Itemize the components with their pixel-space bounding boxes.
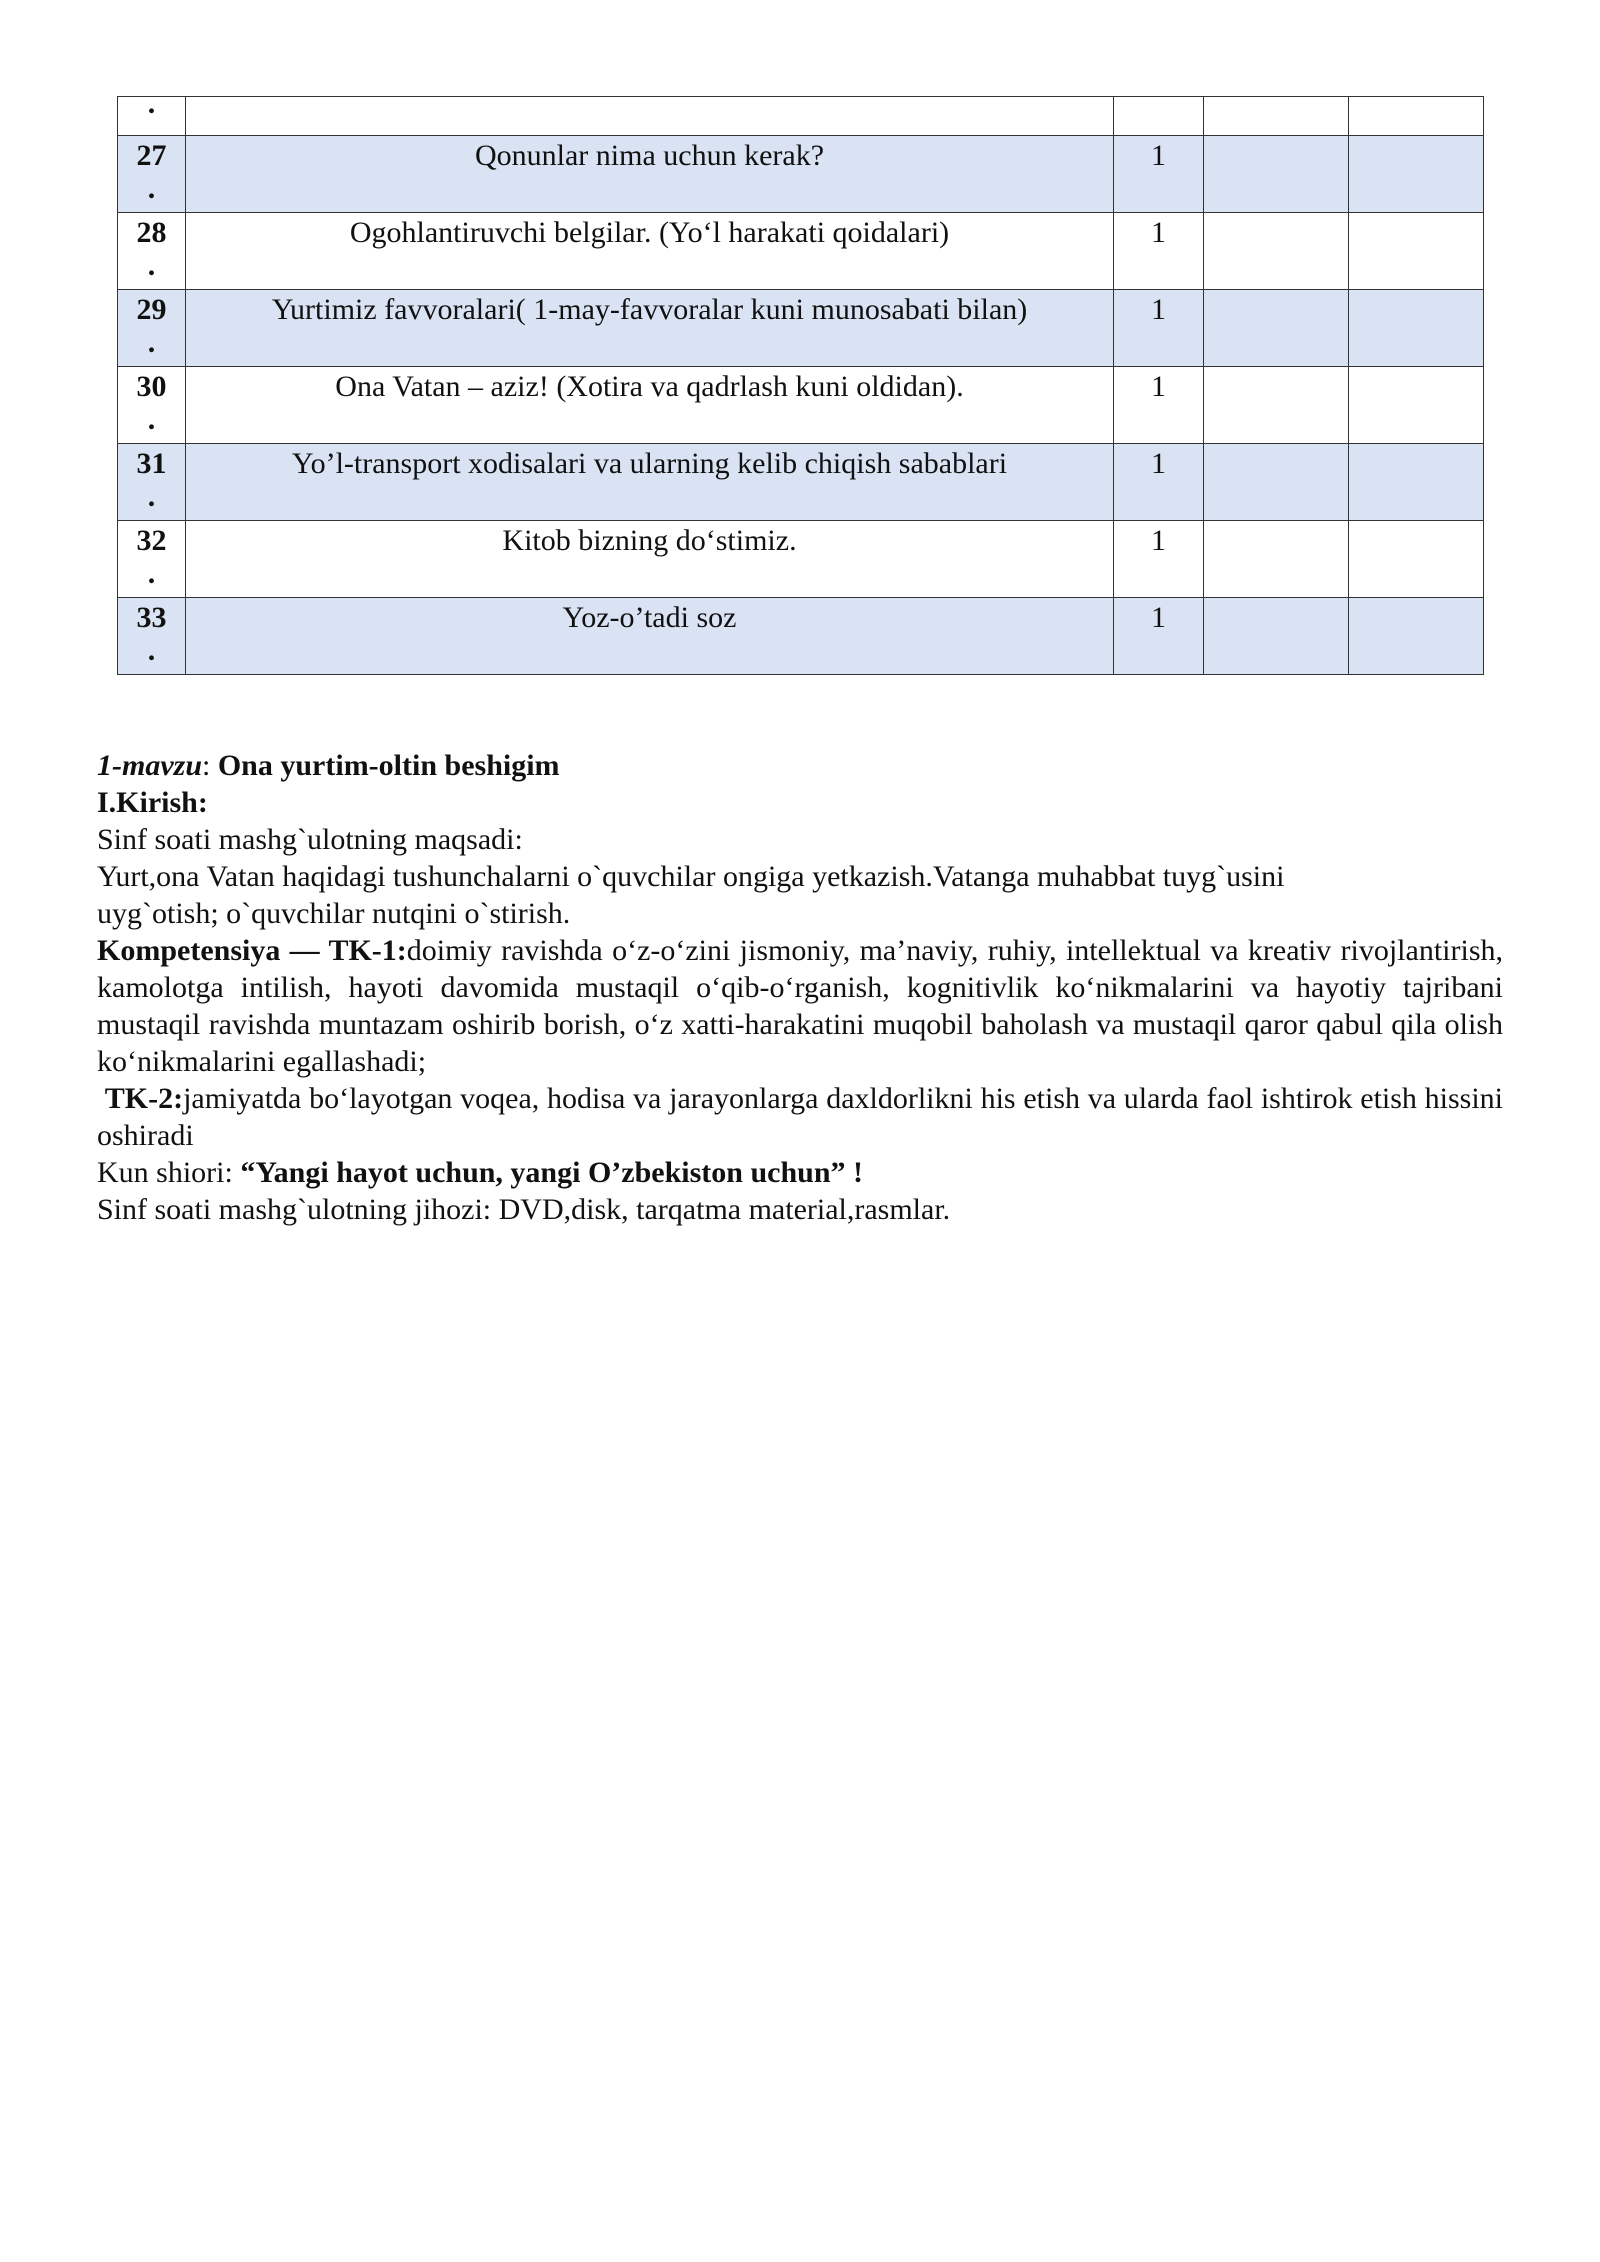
row-number-dot: . xyxy=(147,249,156,282)
hours-cell: 1 xyxy=(1114,444,1204,521)
hours-cell xyxy=(1114,97,1204,136)
row-number-cell xyxy=(118,521,186,598)
topic-cell: Ona Vatan – aziz! (Xotira va qadrlash kuni oldidan). xyxy=(186,367,1114,444)
row-number-cell xyxy=(118,598,186,675)
row-number: 32 xyxy=(136,524,167,557)
table-row xyxy=(118,444,1484,521)
topic-cell: Yurtimiz favvoralari( 1-may-favvoralar kuni munosabati bilan) xyxy=(186,290,1114,367)
row-number: 30 xyxy=(136,370,167,403)
date-cell xyxy=(1204,97,1349,136)
motto-line xyxy=(97,1154,1503,1191)
note-cell xyxy=(1349,521,1484,598)
topic-separator: : xyxy=(202,749,218,782)
date-cell xyxy=(1204,521,1349,598)
topic-label: 1-mavzu xyxy=(97,749,202,782)
date-cell xyxy=(1204,444,1349,521)
row-number: 33 xyxy=(136,601,167,634)
row-number-dot: . xyxy=(147,403,156,436)
row-number-cell xyxy=(118,290,186,367)
date-cell xyxy=(1204,213,1349,290)
note-cell xyxy=(1349,213,1484,290)
table-row xyxy=(118,290,1484,367)
competency-text: doimiy ravishda o‘z-o‘zini jismoniy, ma’naviy, ruhiy, intellektual va kreativ rivojlantirish, kamolotga intilish, hayoti davomida mustaqil o‘qib-o‘rganish, kognitivlik ko‘nikmalarini va hayotiy tajribani mustaqil ravishda muntazam oshirib borish, o‘z xatti-harakatini muqobil baholash va mustaqil qaror qabul qila olish ko‘nikmalarini egallashadi; xyxy=(97,934,1503,1078)
topic-cell: Yoz-o’tadi soz xyxy=(186,598,1114,675)
row-number-dot: . xyxy=(147,634,156,667)
intro-heading: I.Kirish: xyxy=(97,786,208,819)
tk2-label: TK-2: xyxy=(104,1082,184,1115)
topic-title: Ona yurtim-oltin beshigim xyxy=(217,749,560,782)
row-number-cell xyxy=(118,444,186,521)
hours-cell: 1 xyxy=(1114,598,1204,675)
row-number-dot: . xyxy=(147,87,156,120)
note-cell xyxy=(1349,97,1484,136)
note-cell xyxy=(1349,598,1484,675)
table-row-continued xyxy=(118,97,1484,136)
hours-cell: 1 xyxy=(1114,521,1204,598)
hours-cell: 1 xyxy=(1114,213,1204,290)
hours-cell: 1 xyxy=(1114,367,1204,444)
lesson-text xyxy=(97,747,1503,1228)
date-cell xyxy=(1204,290,1349,367)
topic-cell: Qonunlar nima uchun kerak? xyxy=(186,136,1114,213)
motto-label: Kun shiori: xyxy=(97,1156,241,1189)
tk2-paragraph xyxy=(97,1080,1503,1154)
hours-cell: 1 xyxy=(1114,136,1204,213)
row-number-dot: . xyxy=(147,557,156,590)
row-number: 29 xyxy=(136,293,167,326)
topic-cell: Ogohlantiruvchi belgilar. (Yo‘l harakati qoidalari) xyxy=(186,213,1114,290)
note-cell xyxy=(1349,367,1484,444)
topic-heading xyxy=(97,747,1503,784)
topic-cell xyxy=(186,97,1114,136)
row-number: 27 xyxy=(136,139,167,172)
table-row xyxy=(118,136,1484,213)
date-cell xyxy=(1204,367,1349,444)
topic-cell: Kitob bizning do‘stimiz. xyxy=(186,521,1114,598)
note-cell xyxy=(1349,444,1484,521)
row-number: 31 xyxy=(136,447,167,480)
topic-cell: Yo’l-transport xodisalari va ularning kelib chiqish sabablari xyxy=(186,444,1114,521)
date-cell xyxy=(1204,136,1349,213)
table-row xyxy=(118,598,1484,675)
motto-text: “Yangi hayot uchun, yangi O’zbekiston uchun” ! xyxy=(240,1156,864,1189)
table-row xyxy=(118,213,1484,290)
goal-line-2: uyg`otish; o`quvchilar nutqini o`stirish. xyxy=(97,897,571,930)
competency-paragraph xyxy=(97,932,1503,1080)
tk2-text: jamiyatda bo‘layotgan voqea, hodisa va jarayonlarga daxldorlikni his etish va ularda faol ishtirok etish hissini oshiradi xyxy=(97,1082,1504,1152)
row-number-cell xyxy=(118,136,186,213)
row-number-dot: . xyxy=(147,326,156,359)
note-cell xyxy=(1349,290,1484,367)
goal-label: Sinf soati mashg`ulotning maqsadi: xyxy=(97,823,523,856)
row-number-cell xyxy=(118,213,186,290)
date-cell xyxy=(1204,598,1349,675)
hours-cell: 1 xyxy=(1114,290,1204,367)
lesson-plan-table xyxy=(117,87,1484,675)
row-number: 28 xyxy=(136,216,167,249)
equipment-line: Sinf soati mashg`ulotning jihozi: DVD,disk, tarqatma material,rasmlar. xyxy=(97,1193,951,1226)
row-number-cell xyxy=(118,367,186,444)
table-row xyxy=(118,367,1484,444)
competency-label: Kompetensiya — TK-1: xyxy=(97,934,407,967)
row-number-dot: . xyxy=(147,172,156,205)
note-cell xyxy=(1349,136,1484,213)
goal-line-1: Yurt,ona Vatan haqidagi tushunchalarni o`quvchilar ongiga yetkazish.Vatanga muhabbat tuyg`usini xyxy=(97,860,1285,893)
table-row xyxy=(118,521,1484,598)
row-number-dot: . xyxy=(147,480,156,513)
row-number-cell xyxy=(118,87,186,136)
